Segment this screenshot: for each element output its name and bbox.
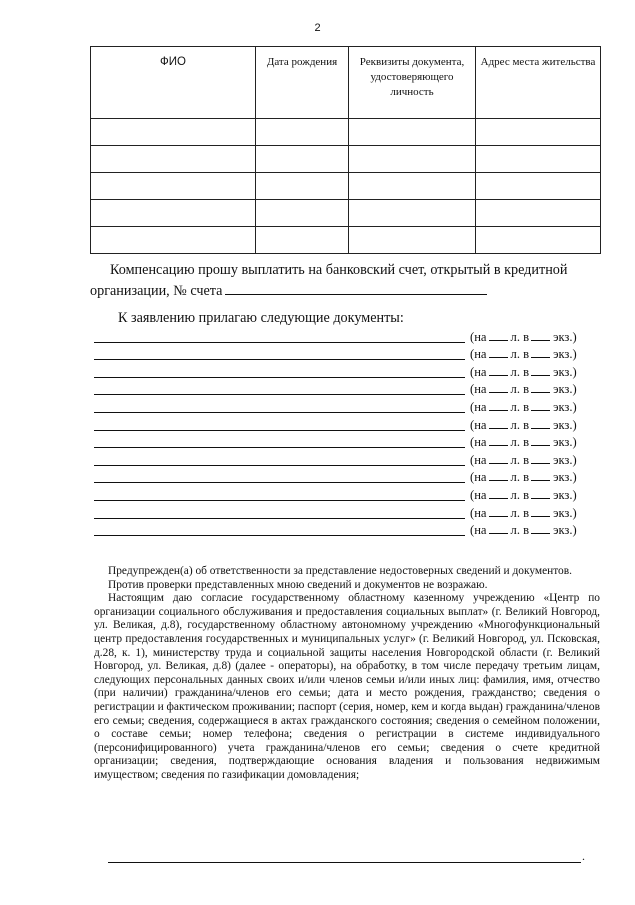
document-name-field[interactable] bbox=[94, 430, 465, 431]
continuation-line-field[interactable] bbox=[108, 862, 581, 863]
document-suffix: (на л. в экз.) bbox=[470, 452, 577, 467]
copies-field[interactable] bbox=[531, 391, 550, 393]
document-row bbox=[94, 362, 604, 380]
table-header-row bbox=[91, 47, 601, 119]
document-suffix: (на л. в экз.) bbox=[470, 435, 577, 450]
table-cell[interactable] bbox=[476, 173, 601, 200]
table-cell[interactable] bbox=[256, 119, 349, 146]
table-cell[interactable] bbox=[476, 227, 601, 254]
copies-field[interactable] bbox=[531, 444, 550, 446]
table-row bbox=[91, 173, 601, 200]
copies-field[interactable] bbox=[531, 374, 550, 376]
document-row bbox=[94, 345, 604, 363]
sheets-field[interactable] bbox=[489, 356, 508, 358]
table-cell[interactable] bbox=[91, 173, 256, 200]
copies-field[interactable] bbox=[531, 479, 550, 481]
copies-field[interactable] bbox=[531, 497, 550, 499]
copies-field[interactable] bbox=[531, 356, 550, 358]
document-suffix: (на л. в экз.) bbox=[470, 399, 577, 414]
copies-field[interactable] bbox=[531, 462, 550, 464]
table-cell[interactable] bbox=[476, 146, 601, 173]
document-name-field[interactable] bbox=[94, 535, 465, 536]
sheets-field[interactable] bbox=[489, 409, 508, 411]
compensation-text-1: Компенсацию прошу выплатить на банковский счет, открытый в кредитной bbox=[110, 262, 568, 278]
table-row bbox=[91, 146, 601, 173]
table-cell[interactable] bbox=[349, 173, 476, 200]
document-suffix: (на л. в экз.) bbox=[470, 505, 577, 520]
document-suffix: (на л. в экз.) bbox=[470, 364, 577, 379]
sheets-field[interactable] bbox=[489, 515, 508, 517]
table-row bbox=[91, 119, 601, 146]
end-mark: . bbox=[582, 849, 585, 863]
header-fio: ФИО bbox=[91, 47, 256, 119]
header-birth-date: Дата рождения bbox=[256, 47, 349, 119]
document-suffix: (на л. в экз.) bbox=[470, 329, 577, 344]
sheets-field[interactable] bbox=[489, 374, 508, 376]
table-cell[interactable] bbox=[349, 227, 476, 254]
sheets-field[interactable] bbox=[489, 479, 508, 481]
notice-section bbox=[94, 565, 600, 783]
document-name-field[interactable] bbox=[94, 447, 465, 448]
table-row bbox=[91, 200, 601, 227]
table-cell[interactable] bbox=[256, 173, 349, 200]
account-label: организации, № счета bbox=[90, 283, 223, 299]
account-number-field[interactable] bbox=[225, 280, 487, 295]
copies-field[interactable] bbox=[531, 409, 550, 411]
table-cell[interactable] bbox=[91, 119, 256, 146]
warning-paragraph: Предупрежден(а) об ответственности за представление недостоверных сведений и документов. bbox=[108, 565, 572, 577]
table-cell[interactable] bbox=[476, 200, 601, 227]
table-cell[interactable] bbox=[91, 146, 256, 173]
document-name-field[interactable] bbox=[94, 377, 465, 378]
table-cell[interactable] bbox=[256, 200, 349, 227]
document-row bbox=[94, 397, 604, 415]
documents-list bbox=[94, 327, 604, 538]
copies-field[interactable] bbox=[531, 532, 550, 534]
sheets-field[interactable] bbox=[489, 339, 508, 341]
document-name-field[interactable] bbox=[94, 394, 465, 395]
documents-heading: К заявлению прилагаю следующие документы: bbox=[118, 310, 404, 326]
document-row bbox=[94, 521, 604, 539]
persons-table bbox=[90, 46, 601, 254]
document-suffix: (на л. в экз.) bbox=[470, 347, 577, 362]
copies-field[interactable] bbox=[531, 339, 550, 341]
sheets-field[interactable] bbox=[489, 444, 508, 446]
table-cell[interactable] bbox=[349, 119, 476, 146]
document-row bbox=[94, 380, 604, 398]
document-suffix: (на л. в экз.) bbox=[470, 470, 577, 485]
sheets-field[interactable] bbox=[489, 497, 508, 499]
document-row bbox=[94, 450, 604, 468]
document-row bbox=[94, 327, 604, 345]
document-row bbox=[94, 468, 604, 486]
table-cell[interactable] bbox=[91, 227, 256, 254]
document-row bbox=[94, 485, 604, 503]
sheets-field[interactable] bbox=[489, 532, 508, 534]
consent-paragraph: Настоящим даю согласие государственному областному казенному учреждению «Центр по организации социального обслуживания и предоставления социальных выплат» (г. Великий Новгород, ул. Великая, д.8), государственному областному автономному учреждению «Многофункциональный центр предоставления государственных и муниципальных услуг» (г. Великий Новгород, ул. Псковская, д.28, к. 1), министерству труда и социальной защиты населения Новгородской области (г. Великий Новгород, ул. Великая, д.8) (далее - операторы), на обработку, в том числе передачу третьим лицам, следующих персональных данных своих и/или членов семьи и/или иных лиц: фамилия, имя, отчество (при наличии) гражданина/членов его семьи; дата и место рождения, гражданство; сведения о регистрации и фактическом проживании; паспорт (серия, номер, кем и когда выдан) гражданина/членов его семьи; сведения, содержащиеся в актах гражданского состояния; сведения о семейном положении, о составе семьи; номер телефона; сведения о регистрации в системе индивидуального (персонифицированного) учета гражданина/членов его семьи; сведения о счете кредитной организации; сведения, подтверждающие основания владения и пользования недвижимым имуществом; сведения по газификации домовладения; bbox=[94, 592, 600, 781]
sheets-field[interactable] bbox=[489, 427, 508, 429]
document-name-field[interactable] bbox=[94, 500, 465, 501]
document-name-field[interactable] bbox=[94, 359, 465, 360]
copies-field[interactable] bbox=[531, 427, 550, 429]
sheets-field[interactable] bbox=[489, 462, 508, 464]
header-address: Адрес места жительства bbox=[476, 47, 601, 119]
sheets-field[interactable] bbox=[489, 391, 508, 393]
table-cell[interactable] bbox=[256, 146, 349, 173]
document-name-field[interactable] bbox=[94, 482, 465, 483]
table-cell[interactable] bbox=[349, 146, 476, 173]
copies-field[interactable] bbox=[531, 515, 550, 517]
table-cell[interactable] bbox=[91, 200, 256, 227]
document-row bbox=[94, 415, 604, 433]
compensation-paragraph bbox=[90, 260, 600, 301]
document-name-field[interactable] bbox=[94, 342, 465, 343]
table-cell[interactable] bbox=[476, 119, 601, 146]
compensation-line-2 bbox=[90, 280, 600, 301]
document-row bbox=[94, 433, 604, 451]
header-identity-document: Реквизиты документа, удостоверяющего личность bbox=[349, 47, 476, 119]
page-number: 2 bbox=[314, 22, 321, 34]
no-objection-paragraph: Против проверки представленных мною сведений и документов не возражаю. bbox=[108, 578, 488, 591]
document-name-field[interactable] bbox=[94, 465, 465, 466]
table-cell[interactable] bbox=[256, 227, 349, 254]
compensation-line-1 bbox=[90, 260, 600, 280]
document-suffix: (на л. в экз.) bbox=[470, 417, 577, 432]
document-suffix: (на л. в экз.) bbox=[470, 382, 577, 397]
document-name-field[interactable] bbox=[94, 518, 465, 519]
table-cell[interactable] bbox=[349, 200, 476, 227]
document-name-field[interactable] bbox=[94, 412, 465, 413]
document-suffix: (на л. в экз.) bbox=[470, 487, 577, 502]
document-suffix: (на л. в экз.) bbox=[470, 523, 577, 538]
document-row bbox=[94, 503, 604, 521]
table-row bbox=[91, 227, 601, 254]
